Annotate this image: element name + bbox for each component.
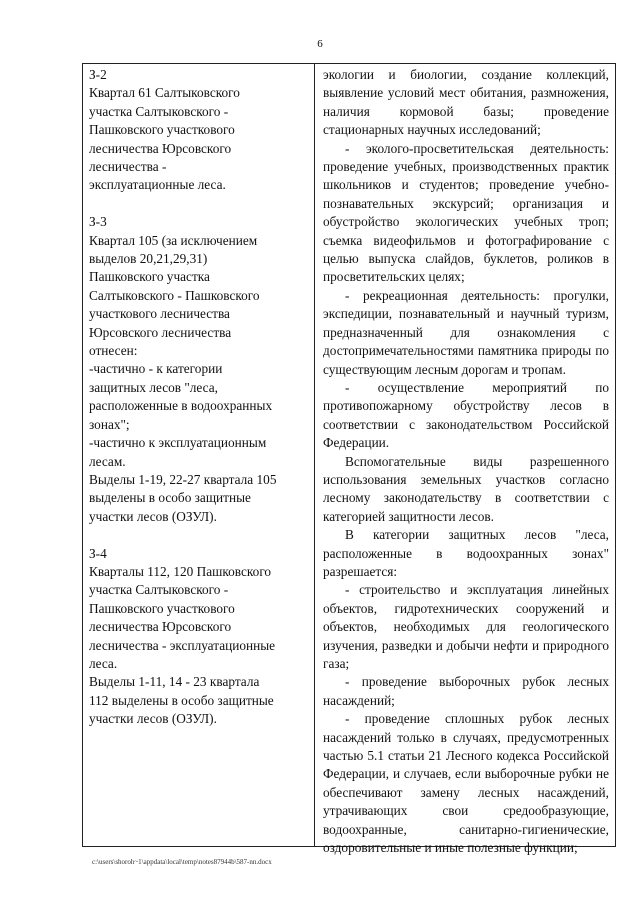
- zone-description-line: -частично - к категории: [89, 361, 223, 377]
- regulation-paragraph: - строительство и эксплуатация линейных объектов, гидротехнических сооружений и объектов, необходимых для геологического изучения, разведки и добычи нефти и природного газа;: [323, 582, 609, 671]
- zone-description-line: 112 выделены в особо защитные: [89, 692, 274, 708]
- zone-description-line: Пашковского участкового: [89, 600, 235, 616]
- zone-description-line: зонах";: [89, 416, 130, 432]
- zone-description-line: участкового лесничества: [89, 306, 230, 322]
- zone-description-line: лесничества -: [89, 159, 167, 175]
- regulation-paragraph: Вспомогательные виды разрешенного использования земельных участков согласно лесному законодательству в соответствии с категорией защитности лесов.: [323, 453, 609, 524]
- zone-description-line: участка Салтыковского -: [89, 582, 229, 598]
- zone-block: [89, 66, 314, 195]
- zone-description-line: Выделы 1-11, 14 - 23 квартала: [89, 674, 260, 690]
- zone-description-line: выделов 20,21,29,31): [89, 251, 208, 267]
- regulation-paragraph: - проведение сплошных рубок лесных насаждений только в случаях, предусмотренных частью 5.1 статьи 21 Лесного кодекса Российской Федерации, и случаев, если выборочные рубки не обеспечивают замену лесных насаждений, утрачивающих свои средообразующие, водоохранные, санитарно-гигиенические, оздоровительные и иные полезные функции;: [323, 711, 609, 856]
- zone-description-line: лесам.: [89, 453, 126, 469]
- zone-description-line: участки лесов (ОЗУЛ).: [89, 508, 217, 524]
- page-number: 6: [317, 38, 323, 50]
- footer-file-path: c:\users\shoroh~1\appdata\local\temp\notes87944b\587-nn.docx: [92, 858, 272, 866]
- zone-description-line: выделены в особо защитные: [89, 490, 251, 506]
- regulation-paragraph: В категории защитных лесов "леса, расположенные в водоохранных зонах" разрешается:: [323, 527, 609, 579]
- zone-description-line: лесничества Юрсовского: [89, 140, 232, 156]
- regulation-paragraph: экологии и биологии, создание коллекций, выявление условий мест обитания, размножения, наличия кормовой базы; проведение стационарных научных исследований;: [323, 67, 609, 138]
- left-column: [83, 64, 315, 846]
- zone-description-line: лесничества Юрсовского: [89, 619, 232, 635]
- zone-description-line: Пашковского участкового: [89, 122, 235, 138]
- zone-description-line: расположенные в водоохранных: [89, 398, 273, 414]
- regulation-paragraph: - проведение выборочных рубок лесных насаждений;: [323, 674, 609, 708]
- regulation-paragraph: - рекреационная деятельность: прогулки, экспедиции, познавательный и научный туризм, предназначенный для ознакомления с достопримечательностями памятника природы по существующим лесным дорогам и тропам.: [323, 287, 609, 377]
- zone-description-line: защитных лесов "леса,: [89, 379, 218, 395]
- zone-description-line: лесничества - эксплуатационные: [89, 637, 276, 653]
- zone-description-line: Квартал 61 Салтыковского: [89, 85, 240, 101]
- zone-code: З-3: [89, 214, 107, 230]
- zone-description-line: Пашковского участка: [89, 269, 210, 285]
- zone-description-line: -частично к эксплуатационным: [89, 435, 267, 451]
- document-table: [82, 63, 616, 856]
- zone-description-line: Кварталы 112, 120 Пашковского: [89, 563, 272, 579]
- regulation-paragraph: - эколого-просветительская деятельность: проведение учебных, производственных практик школьников и студентов; проведение учебно-познавательных экскурсий; организация и обустройство экологических учебных троп; съемка видеофильмов и фотографирование с целью выпуска слайдов, буклетов, роликов в просветительских целях;: [323, 140, 609, 285]
- zone-description-line: Выделы 1-19, 22-27 квартала 105: [89, 471, 277, 487]
- right-column: [315, 64, 615, 856]
- zone-description-line: Салтыковского - Пашковского: [89, 287, 260, 303]
- zone-code: З-4: [89, 545, 107, 561]
- regulation-paragraph: - осуществление мероприятий по противопожарному обустройству лесов в соответствии с законодательством Российской Федерации.: [323, 379, 609, 451]
- zone-description-line: участки лесов (ОЗУЛ).: [89, 711, 217, 727]
- zone-description-line: участка Салтыковского -: [89, 103, 229, 119]
- zone-description-line: эксплуатационные леса.: [89, 177, 226, 193]
- zone-block: [89, 213, 314, 526]
- zone-description-line: отнесен:: [89, 343, 138, 359]
- zone-block: [89, 545, 314, 729]
- zone-description-line: Квартал 105 (за исключением: [89, 232, 258, 248]
- zone-description-line: Юрсовского лесничества: [89, 324, 232, 340]
- zone-code: З-2: [89, 67, 107, 82]
- zone-description-line: леса.: [89, 655, 118, 671]
